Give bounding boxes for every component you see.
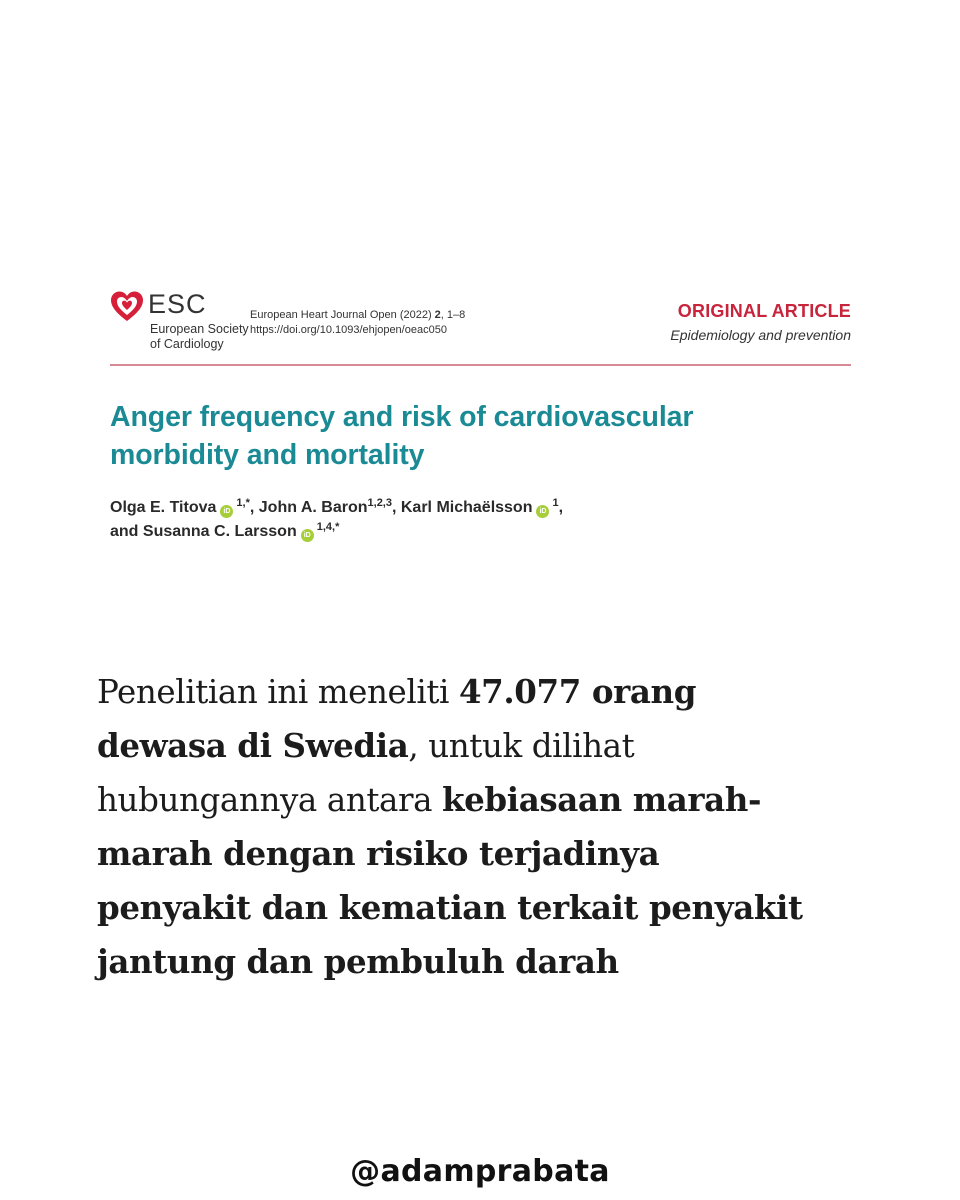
journal-doi[interactable]: https://doi.org/10.1093/ehjopen/oeac050	[250, 324, 447, 336]
author-name[interactable]: John A. Baron	[258, 498, 368, 516]
journal-pages: , 1–8	[440, 309, 466, 321]
esc-logo	[110, 288, 250, 352]
journal-citation	[250, 308, 465, 338]
esc-abbreviation: ESC	[148, 289, 207, 319]
article-title-line-2: morbidity and mortality	[110, 438, 425, 471]
author-handle: @adamprabata	[350, 1154, 610, 1189]
header-divider	[110, 364, 851, 366]
caption-part-2: , untuk dilihat hubungannya antara	[97, 727, 635, 819]
journal-name-year: European Heart Journal Open (2022)	[250, 309, 435, 321]
caption-part-1: Penelitian ini meneliti	[97, 673, 459, 711]
author-name[interactable]: and Susanna C. Larsson	[110, 522, 297, 540]
caption-bold-2: kebiasaan marah-marah dengan risiko terjadinya penyakit dan kematian terkait penyakit jantung dan pembuluh darah	[97, 780, 803, 981]
esc-name-line-1: European Society	[150, 322, 249, 336]
author-affiliation: 1	[552, 496, 559, 509]
caption-bold-1: 47.077 orang dewasa di Swedia	[97, 672, 697, 765]
journal-issue	[250, 308, 465, 323]
orcid-icon[interactable]: iD	[536, 505, 549, 518]
author-line-1	[110, 496, 851, 520]
caption-text	[97, 665, 817, 989]
author-line-2	[110, 520, 851, 544]
orcid-icon[interactable]: iD	[220, 505, 233, 518]
author-separator: ,	[391, 498, 401, 516]
esc-heart-logo-icon	[110, 290, 144, 324]
author-list	[110, 496, 851, 544]
journal-masthead	[110, 288, 851, 364]
author-affiliation: 1,*	[236, 496, 250, 509]
article-type-label: ORIGINAL ARTICLE	[677, 301, 851, 321]
article-type-block	[670, 300, 851, 345]
author-separator: ,	[249, 498, 259, 516]
author-affiliation: 1,2,3	[367, 496, 392, 509]
author-separator: ,	[558, 498, 564, 516]
journal-volume: 2	[434, 309, 441, 321]
author-name[interactable]: Olga E. Titova	[110, 498, 217, 516]
article-header	[110, 288, 851, 544]
author-affiliation: 1,4,*	[316, 520, 340, 533]
author-name[interactable]: Karl Michaëlsson	[400, 498, 533, 516]
orcid-icon[interactable]: iD	[301, 529, 314, 542]
article-title	[110, 398, 851, 474]
article-section: Epidemiology and prevention	[670, 327, 851, 343]
esc-full-name	[150, 322, 249, 352]
article-title-line-1: Anger frequency and risk of cardiovascular	[110, 400, 694, 433]
esc-name-line-2: of Cardiology	[150, 337, 224, 351]
